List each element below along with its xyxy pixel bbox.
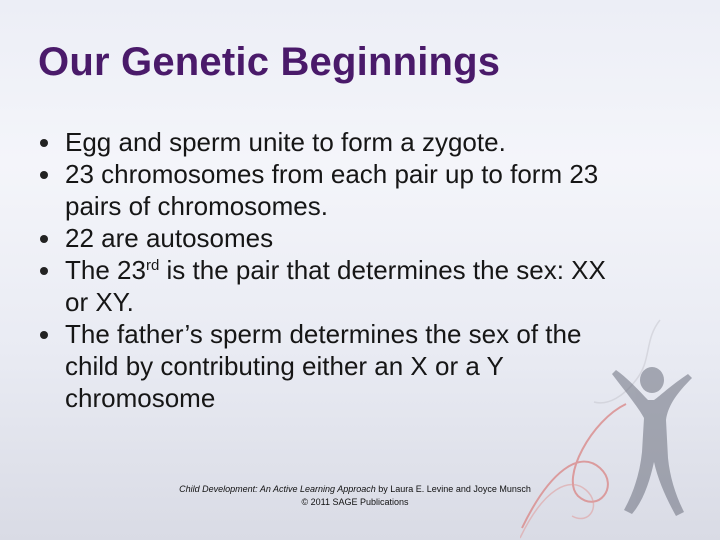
bullet-text: 22 are autosomes	[65, 223, 274, 253]
ordinal-superscript: rd	[145, 257, 160, 274]
bullet-dot-icon	[40, 171, 48, 179]
child-with-ribbon-illustration	[520, 300, 720, 540]
bullet-dot-icon	[40, 331, 48, 339]
book-authors: by Laura E. Levine and Joyce Munsch	[375, 484, 531, 494]
bullet-text-end: is the pair that determines the sex: XX or XY.	[65, 255, 606, 317]
citation	[150, 483, 560, 509]
bullet-item	[38, 222, 608, 254]
bullet-dot-icon	[40, 139, 48, 147]
slide-title: Our Genetic Beginnings	[38, 40, 501, 84]
bullet-text: Egg and sperm unite to form a zygote.	[65, 127, 506, 157]
book-title: Child Development: An Active Learning Approach	[179, 484, 376, 494]
bullet-item	[38, 158, 608, 222]
bullet-text: The father’s sperm determines the sex of the child by contributing either an X or a Y chromosome	[65, 319, 582, 413]
bullet-text: 23 chromosomes from each pair up to form 23 pairs of chromosomes.	[65, 159, 599, 221]
copyright-line: © 2011 SAGE Publications	[301, 497, 409, 507]
citation-line	[150, 483, 560, 496]
bullet-dot-icon	[40, 267, 48, 275]
bullet-dot-icon	[40, 235, 48, 243]
bullet-text-start: The 23	[65, 255, 146, 285]
bullet-item	[38, 126, 608, 158]
